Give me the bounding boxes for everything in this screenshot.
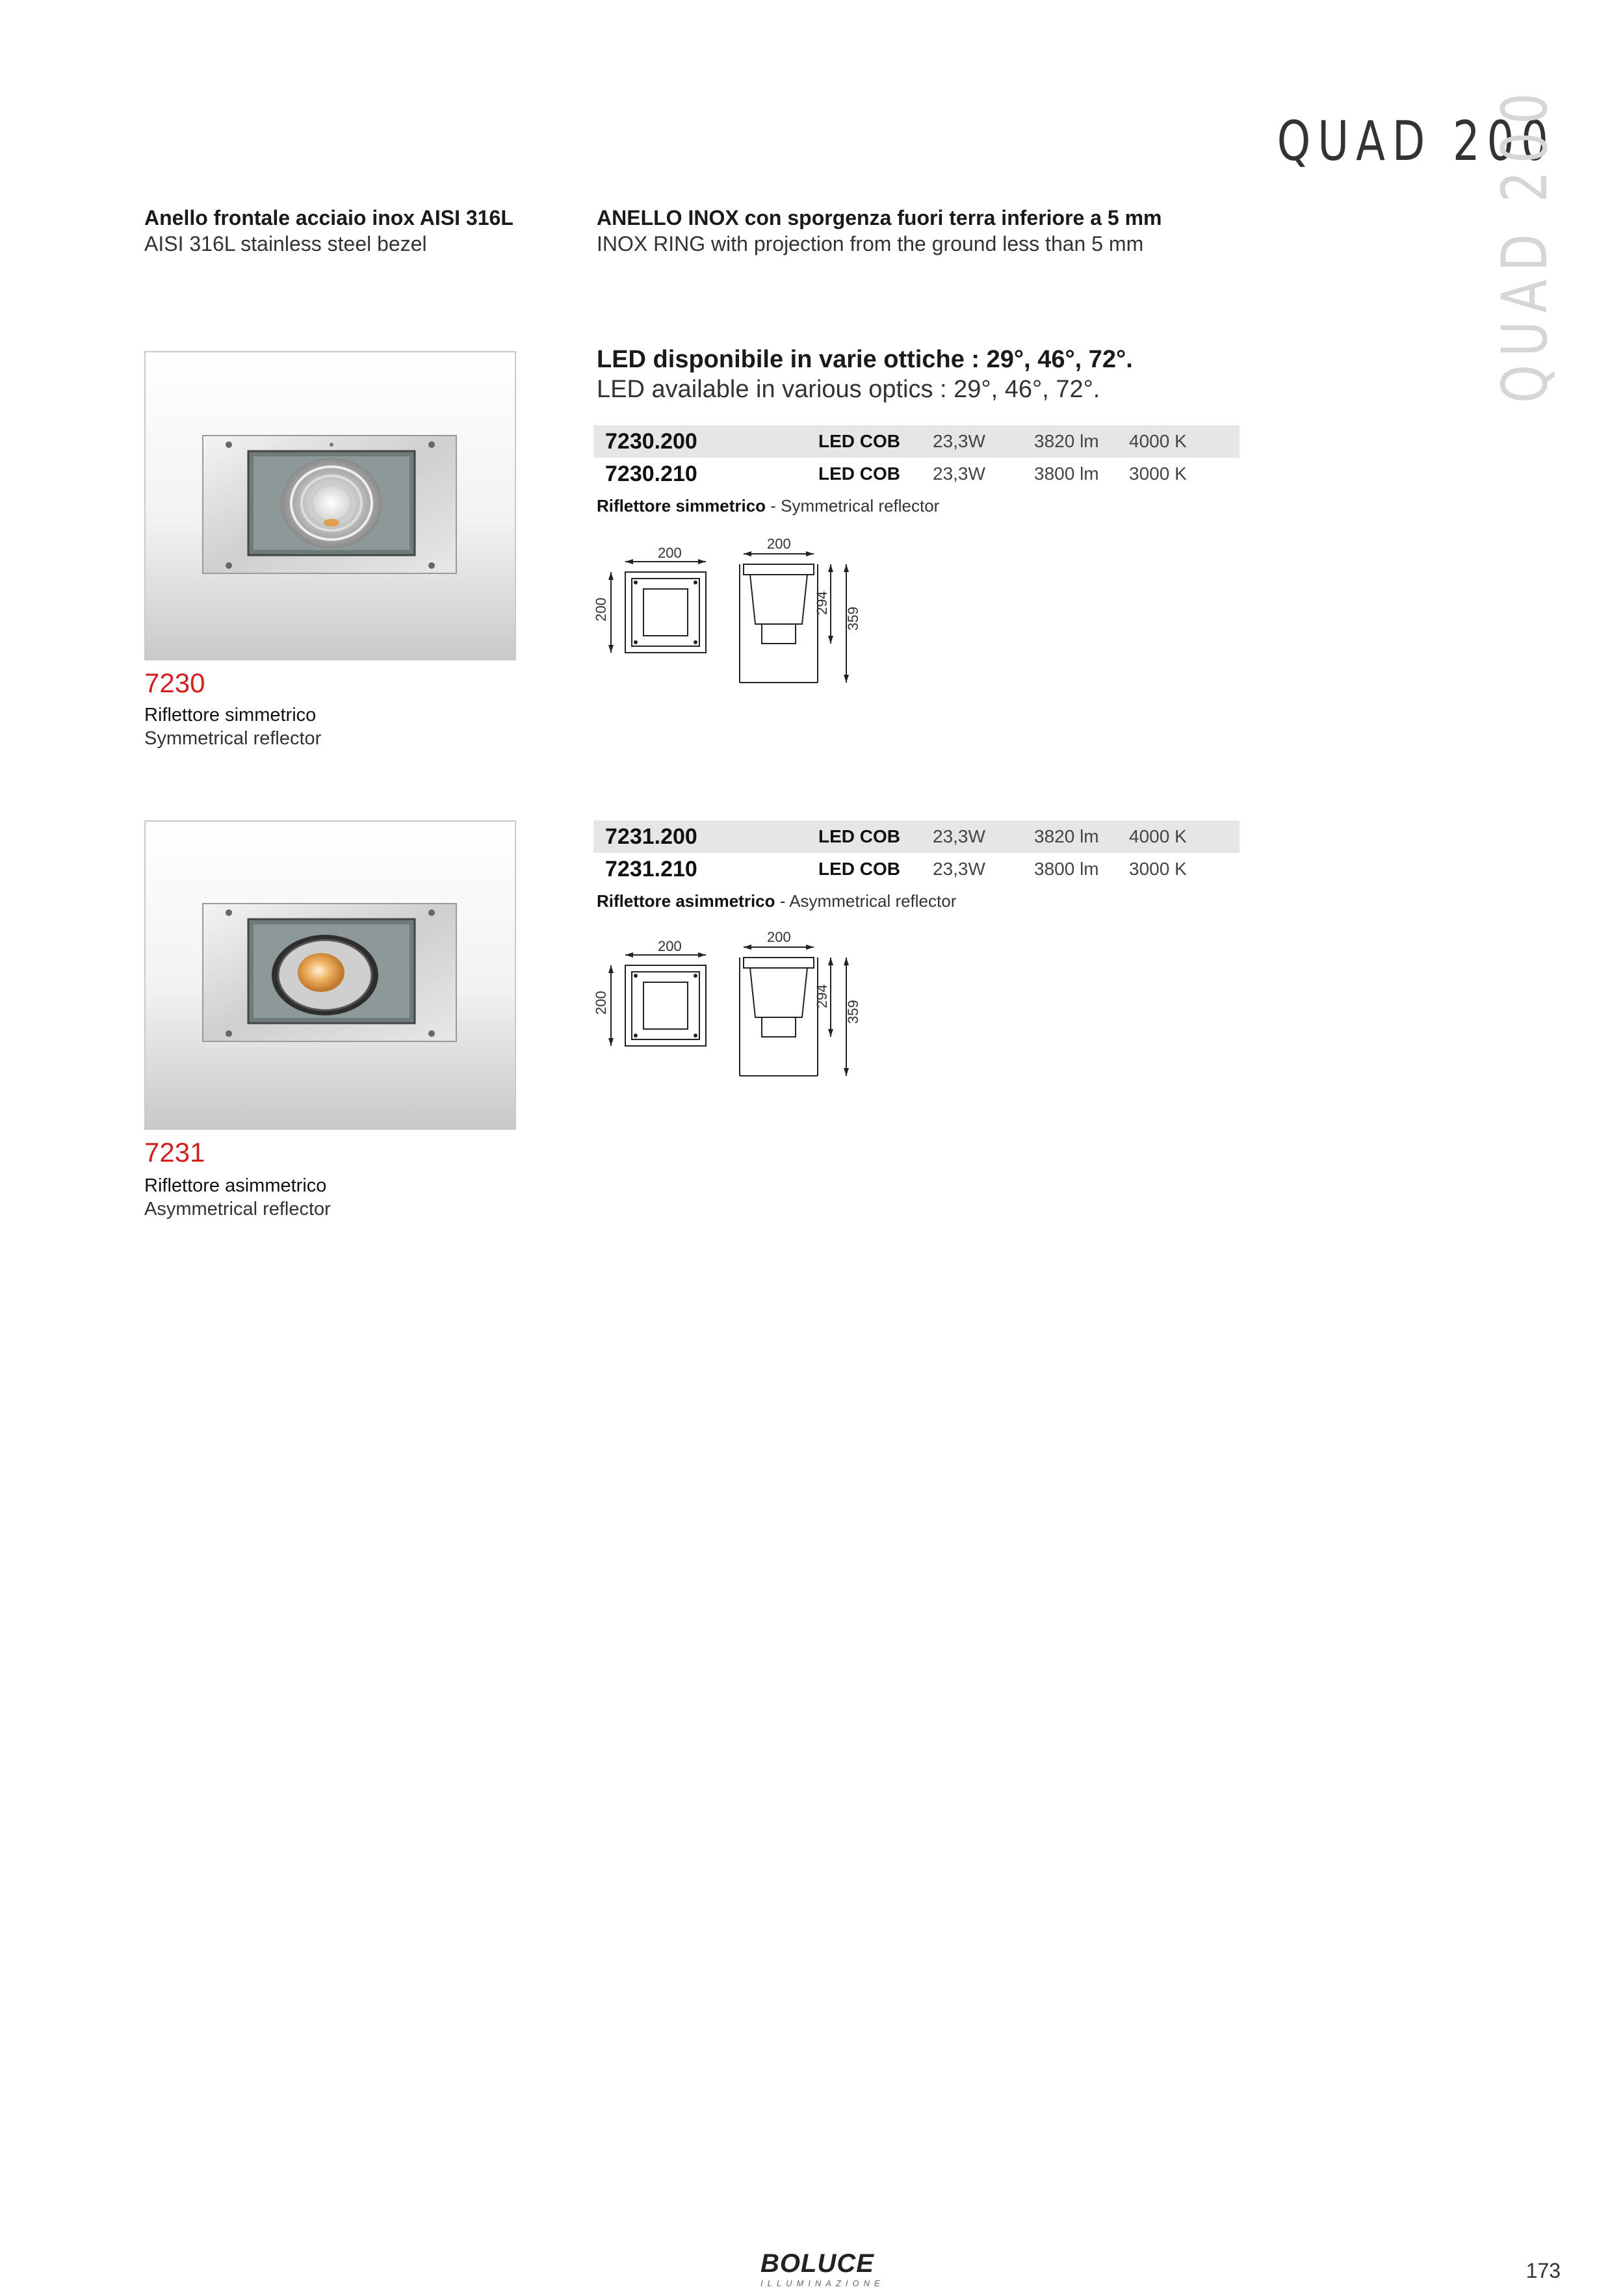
spec-type: LED COB (818, 826, 900, 846)
spec-power: 23,3W (933, 431, 985, 451)
dim-side-width: 200 (767, 929, 791, 945)
spec-lumen: 3820 lm (1034, 826, 1099, 846)
spec-kelvin: 3000 K (1129, 859, 1187, 879)
page-title: QUAD 200 (1277, 109, 1555, 173)
dim-plan-height: 200 (593, 991, 609, 1015)
fixture-symmetric-image (146, 352, 515, 659)
dim-side-width: 200 (767, 536, 791, 552)
dim-plan-width: 200 (658, 938, 682, 954)
dim-total-height: 359 (845, 607, 861, 631)
spec-code: 7231.200 (605, 824, 697, 849)
ring-heading-en: INOX RING with projection from the ground less than 5 mm (597, 232, 1144, 255)
product-photo-7230 (144, 351, 516, 660)
dim-plan-height: 200 (593, 597, 609, 621)
spec-power: 23,3W (933, 859, 985, 879)
led-heading-en: LED available in various optics : 29°, 46°, 72°. (597, 376, 1100, 403)
caption-it: Riflettore simmetrico (144, 705, 317, 725)
spec-type: LED COB (818, 463, 900, 484)
product-photo-7231 (144, 820, 516, 1130)
product-label-7230 (144, 667, 321, 750)
led-heading (597, 345, 1133, 404)
spec-type: LED COB (818, 431, 900, 451)
spec-code: 7230.200 (605, 429, 697, 454)
bezel-heading-en: AISI 316L stainless steel bezel (144, 232, 427, 255)
dim-total-height: 359 (845, 1000, 861, 1024)
technical-drawing-7230 (591, 533, 871, 696)
spec-lumen: 3800 lm (1034, 463, 1099, 484)
product-code: 7231 (144, 1137, 205, 1168)
spec-code: 7230.210 (605, 462, 697, 486)
spec-kelvin: 4000 K (1129, 826, 1187, 846)
led-heading-it: LED disponibile in varie ottiche : 29°, 46°, 72°. (597, 346, 1133, 373)
dim-inner-height: 294 (814, 984, 830, 1008)
caption-en: Symmetrical reflector (144, 728, 322, 749)
fixture-asymmetric-image (146, 822, 515, 1128)
brand-logo (760, 2249, 885, 2288)
spec-code: 7231.210 (605, 857, 697, 881)
spec-type: LED COB (818, 859, 900, 879)
product-code: 7230 (144, 668, 205, 698)
spec-kelvin: 3000 K (1129, 463, 1187, 484)
spec-row (593, 458, 1240, 490)
page-number: 173 (1526, 2259, 1561, 2282)
reflector-note: Riflettore asimmetrico - Asymmetrical reflector (597, 891, 957, 911)
spec-power: 23,3W (933, 463, 985, 484)
spec-power: 23,3W (933, 826, 985, 846)
technical-drawing-7231 (591, 926, 871, 1089)
product-label-7231 (144, 1136, 331, 1221)
spec-lumen: 3800 lm (1034, 859, 1099, 879)
bezel-heading (144, 205, 513, 257)
spec-row (593, 853, 1240, 885)
brand-logo-subtitle: ILLUMINAZIONE (760, 2278, 885, 2288)
dim-plan-width: 200 (658, 545, 682, 561)
caption-it: Riflettore asimmetrico (144, 1175, 327, 1196)
ring-heading (597, 205, 1162, 257)
bezel-heading-it: Anello frontale acciaio inox AISI 316L (144, 206, 513, 229)
spec-row (593, 820, 1240, 853)
dim-inner-height: 294 (814, 591, 830, 615)
brand-logo-text: BOLUCE (760, 2249, 874, 2278)
spec-kelvin: 4000 K (1129, 431, 1187, 451)
spec-lumen: 3820 lm (1034, 431, 1099, 451)
reflector-note: Riflettore simmetrico - Symmetrical reflector (597, 496, 940, 515)
caption-en: Asymmetrical reflector (144, 1199, 331, 1220)
spec-row (593, 425, 1240, 458)
side-title: QUAD 200 (1488, 85, 1561, 403)
ring-heading-it: ANELLO INOX con sporgenza fuori terra inferiore a 5 mm (597, 206, 1162, 229)
